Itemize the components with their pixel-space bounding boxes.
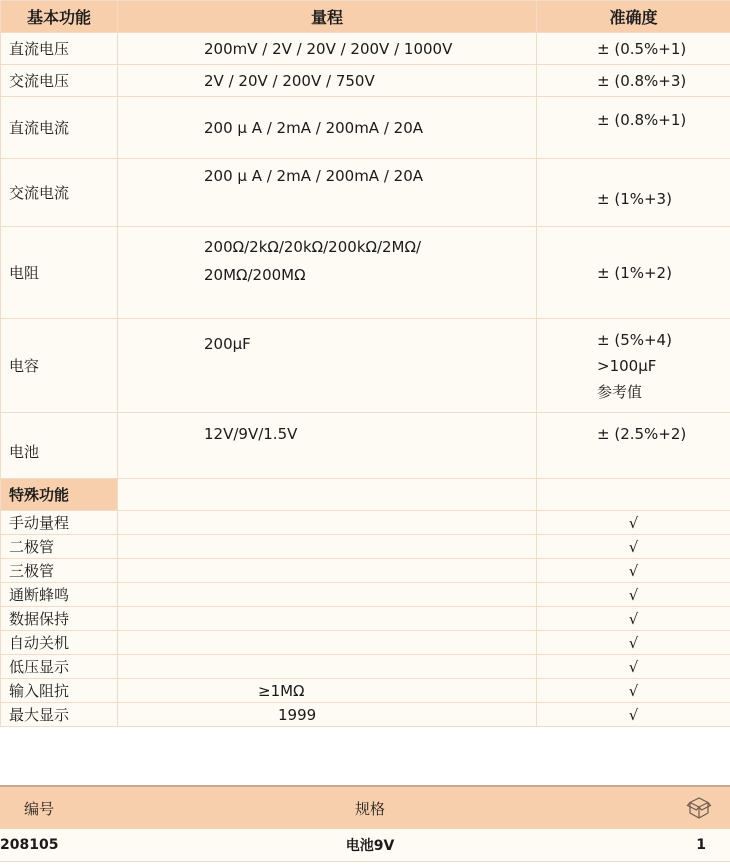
range-cell: 200 μ A / 2mA / 200mA / 20A <box>118 159 537 227</box>
range-line: 200Ω/2kΩ/20kΩ/200kΩ/2MΩ/ <box>204 238 422 256</box>
range-cell: ≥1MΩ <box>118 679 537 703</box>
spec-header-row <box>1 1 730 33</box>
range-cell: 200mV / 2V / 20V / 200V / 1000V <box>118 33 537 65</box>
accuracy-cell: ± (2.5%+2) <box>537 413 730 479</box>
table-row <box>1 97 730 159</box>
accuracy-cell: ± (1%+3) <box>537 159 730 227</box>
product-code: 208105 <box>0 829 240 862</box>
product-spec: 电池9V <box>240 829 500 862</box>
function-cell: 通断蜂鸣 <box>1 583 118 607</box>
accuracy-line: ± (5%+4) <box>597 330 672 349</box>
order-table <box>0 785 730 862</box>
table-row <box>1 65 730 97</box>
range-cell <box>118 227 537 319</box>
accuracy-cell <box>537 319 730 413</box>
range-cell <box>118 607 537 631</box>
function-cell: 交流电压 <box>1 65 118 97</box>
range-cell <box>118 655 537 679</box>
empty-cell <box>118 479 537 511</box>
accuracy-line: >100μF <box>597 356 657 375</box>
table-row <box>1 413 730 479</box>
range-cell <box>118 583 537 607</box>
accuracy-cell: ± (0.8%+1) <box>537 97 730 159</box>
function-cell: 手动量程 <box>1 511 118 535</box>
accuracy-cell: ± (0.5%+1) <box>537 33 730 65</box>
check-mark: √ <box>537 607 730 631</box>
check-mark: √ <box>537 655 730 679</box>
table-row <box>1 559 730 583</box>
range-cell: 12V/9V/1.5V <box>118 413 537 479</box>
check-mark: √ <box>537 679 730 703</box>
table-row <box>1 655 730 679</box>
range-cell <box>118 631 537 655</box>
check-mark: √ <box>537 511 730 535</box>
range-cell <box>118 535 537 559</box>
table-row <box>1 159 730 227</box>
header-range: 量程 <box>118 1 537 33</box>
table-row <box>1 679 730 703</box>
empty-cell <box>537 479 730 511</box>
table-row <box>1 583 730 607</box>
header-accuracy: 准确度 <box>537 1 730 33</box>
table-row <box>1 33 730 65</box>
function-cell: 输入阻抗 <box>1 679 118 703</box>
table-row <box>1 511 730 535</box>
table-row <box>1 227 730 319</box>
check-mark: √ <box>537 631 730 655</box>
accuracy-line: 参考值 <box>597 382 643 401</box>
function-cell: 低压显示 <box>1 655 118 679</box>
function-cell: 二极管 <box>1 535 118 559</box>
special-header-row <box>1 479 730 511</box>
range-line: 20MΩ/200MΩ <box>204 266 306 284</box>
check-mark: √ <box>537 535 730 559</box>
function-cell: 电阻 <box>1 227 118 319</box>
range-cell: 1999 <box>118 703 537 727</box>
table-row <box>1 703 730 727</box>
header-special-function: 特殊功能 <box>1 479 118 511</box>
range-cell: 200μF <box>118 319 537 413</box>
check-mark: √ <box>537 559 730 583</box>
function-cell: 三极管 <box>1 559 118 583</box>
accuracy-cell: ± (1%+2) <box>537 227 730 319</box>
function-cell: 直流电压 <box>1 33 118 65</box>
function-cell: 数据保持 <box>1 607 118 631</box>
range-cell: 2V / 20V / 200V / 750V <box>118 65 537 97</box>
function-cell: 直流电流 <box>1 97 118 159</box>
function-cell: 交流电流 <box>1 159 118 227</box>
header-basic-function: 基本功能 <box>1 1 118 33</box>
function-cell: 自动关机 <box>1 631 118 655</box>
table-row <box>1 631 730 655</box>
function-cell: 电容 <box>1 319 118 413</box>
header-quantity <box>500 786 730 829</box>
product-quantity: 1 <box>500 829 730 862</box>
table-row <box>1 535 730 559</box>
range-cell <box>118 511 537 535</box>
range-cell: 200 μ A / 2mA / 200mA / 20A <box>118 97 537 159</box>
table-row <box>1 607 730 631</box>
header-code: 编号 <box>0 786 240 829</box>
check-mark: √ <box>537 583 730 607</box>
header-spec: 规格 <box>240 786 500 829</box>
range-cell <box>118 559 537 583</box>
accuracy-cell: ± (0.8%+3) <box>537 65 730 97</box>
order-header-row <box>0 786 730 829</box>
box-icon <box>686 795 712 821</box>
table-row <box>1 319 730 413</box>
function-cell: 电池 <box>1 413 118 479</box>
check-mark: √ <box>537 703 730 727</box>
function-cell: 最大显示 <box>1 703 118 727</box>
table-row <box>0 829 730 862</box>
